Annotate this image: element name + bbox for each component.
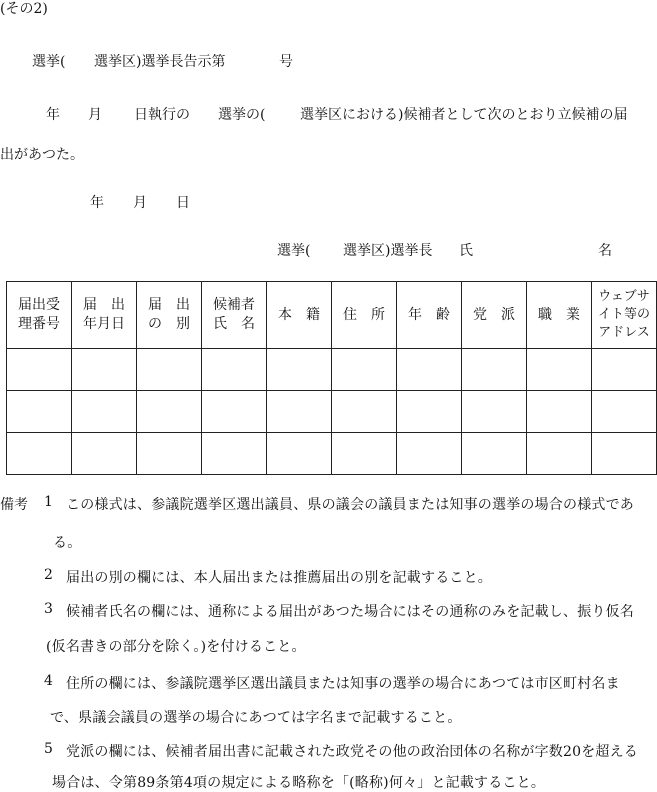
table-cell: [332, 349, 397, 391]
table-cell: [7, 349, 72, 391]
header-registered-domicile: 本 籍: [267, 282, 332, 349]
header-address: 住 所: [332, 282, 397, 349]
table-cell: [462, 349, 527, 391]
body-line2: 出があつた。: [0, 147, 84, 163]
header-occupation: 職 業: [527, 282, 592, 349]
table-cell: [137, 349, 202, 391]
note-text: 候補者氏名の欄には、通称による届出があつた場合にはその通称のみを記載し、振り仮名: [66, 604, 634, 620]
header-filing-type: 届 出 の 別: [137, 282, 202, 349]
note-text: 場合は、令第89条第4項の規定による略称を「(略称)何々」と記載すること。: [52, 775, 546, 791]
signature-given: 名: [598, 243, 612, 259]
candidate-notification-table: [6, 281, 657, 475]
table-cell: [137, 391, 202, 433]
notice-title-part1: 選挙(: [32, 54, 66, 70]
table-cell: [72, 391, 137, 433]
signature-part2: 選挙区)選挙長: [343, 243, 433, 259]
signature-surname: 氏: [459, 243, 473, 259]
table-cell: [7, 433, 72, 475]
header-filing-date: 届 出 年月日: [72, 282, 137, 349]
date-day: 日: [176, 195, 190, 211]
table-row: [7, 433, 657, 475]
body-month: 月: [88, 107, 102, 123]
header-candidate-name: 候補者 氏 名: [202, 282, 267, 349]
table-cell: [332, 391, 397, 433]
note-number: 3: [44, 601, 53, 617]
table-cell: [267, 433, 332, 475]
note-text: この様式は、参議院選挙区選出議員、県の議会の議員または知事の選挙の場合の様式であ: [66, 497, 634, 513]
table-cell: [592, 349, 657, 391]
table-cell: [267, 349, 332, 391]
table-cell: [397, 391, 462, 433]
table-cell: [592, 433, 657, 475]
date-month: 月: [133, 195, 147, 211]
table-cell: [462, 391, 527, 433]
body-election-of: 選挙の(: [218, 107, 266, 123]
date-year: 年: [90, 195, 104, 211]
table-cell: [202, 349, 267, 391]
table-cell: [202, 391, 267, 433]
note-number: 5: [44, 741, 53, 757]
header-website-address: ウェブサ イト等の アドレス: [592, 282, 657, 349]
table-cell: [397, 433, 462, 475]
table-header-row: [7, 282, 657, 349]
table-cell: [7, 391, 72, 433]
note-number: 4: [44, 673, 53, 689]
notes-label: 備考: [0, 497, 28, 513]
note-text: (仮名書きの部分を除く。)を付けること。: [46, 639, 306, 655]
table-row: [7, 349, 657, 391]
header-acceptance-number: 届出受 理番号: [7, 282, 72, 349]
notice-title-part3: 号: [279, 54, 293, 70]
note-number: 2: [44, 567, 53, 583]
body-district-clause: 選挙区における)候補者として次のとおり立候補の届: [300, 107, 628, 123]
note-text: で、県議会議員の選挙の場合にあつては字名まで記載すること。: [50, 710, 462, 726]
table-cell: [72, 433, 137, 475]
form-number: (その2): [0, 1, 48, 17]
table-cell: [267, 391, 332, 433]
table-cell: [592, 391, 657, 433]
note-text: 党派の欄には、候補者届出書に記載された政党その他の政治団体の名称が字数20を超える: [66, 744, 639, 760]
table-cell: [202, 433, 267, 475]
note-text: る。: [53, 535, 82, 551]
table-cell: [72, 349, 137, 391]
note-text: 届出の別の欄には、本人届出または推薦届出の別を記載すること。: [66, 570, 492, 586]
body-day-enforce: 日執行の: [134, 107, 190, 123]
table-row: [7, 391, 657, 433]
header-age: 年 齢: [397, 282, 462, 349]
table-cell: [527, 349, 592, 391]
table-cell: [137, 433, 202, 475]
note-text: 住所の欄には、参議院選挙区選出議員または知事の選挙の場合にあつては市区町村名ま: [66, 676, 620, 692]
table-cell: [527, 433, 592, 475]
notice-title-part2: 選挙区)選挙長告示第: [94, 54, 226, 70]
table-cell: [527, 391, 592, 433]
table-cell: [332, 433, 397, 475]
body-year: 年: [46, 107, 60, 123]
signature-part1: 選挙(: [277, 243, 311, 259]
table-cell: [462, 433, 527, 475]
header-party: 党 派: [462, 282, 527, 349]
table-cell: [397, 349, 462, 391]
note-number: 1: [44, 494, 53, 510]
